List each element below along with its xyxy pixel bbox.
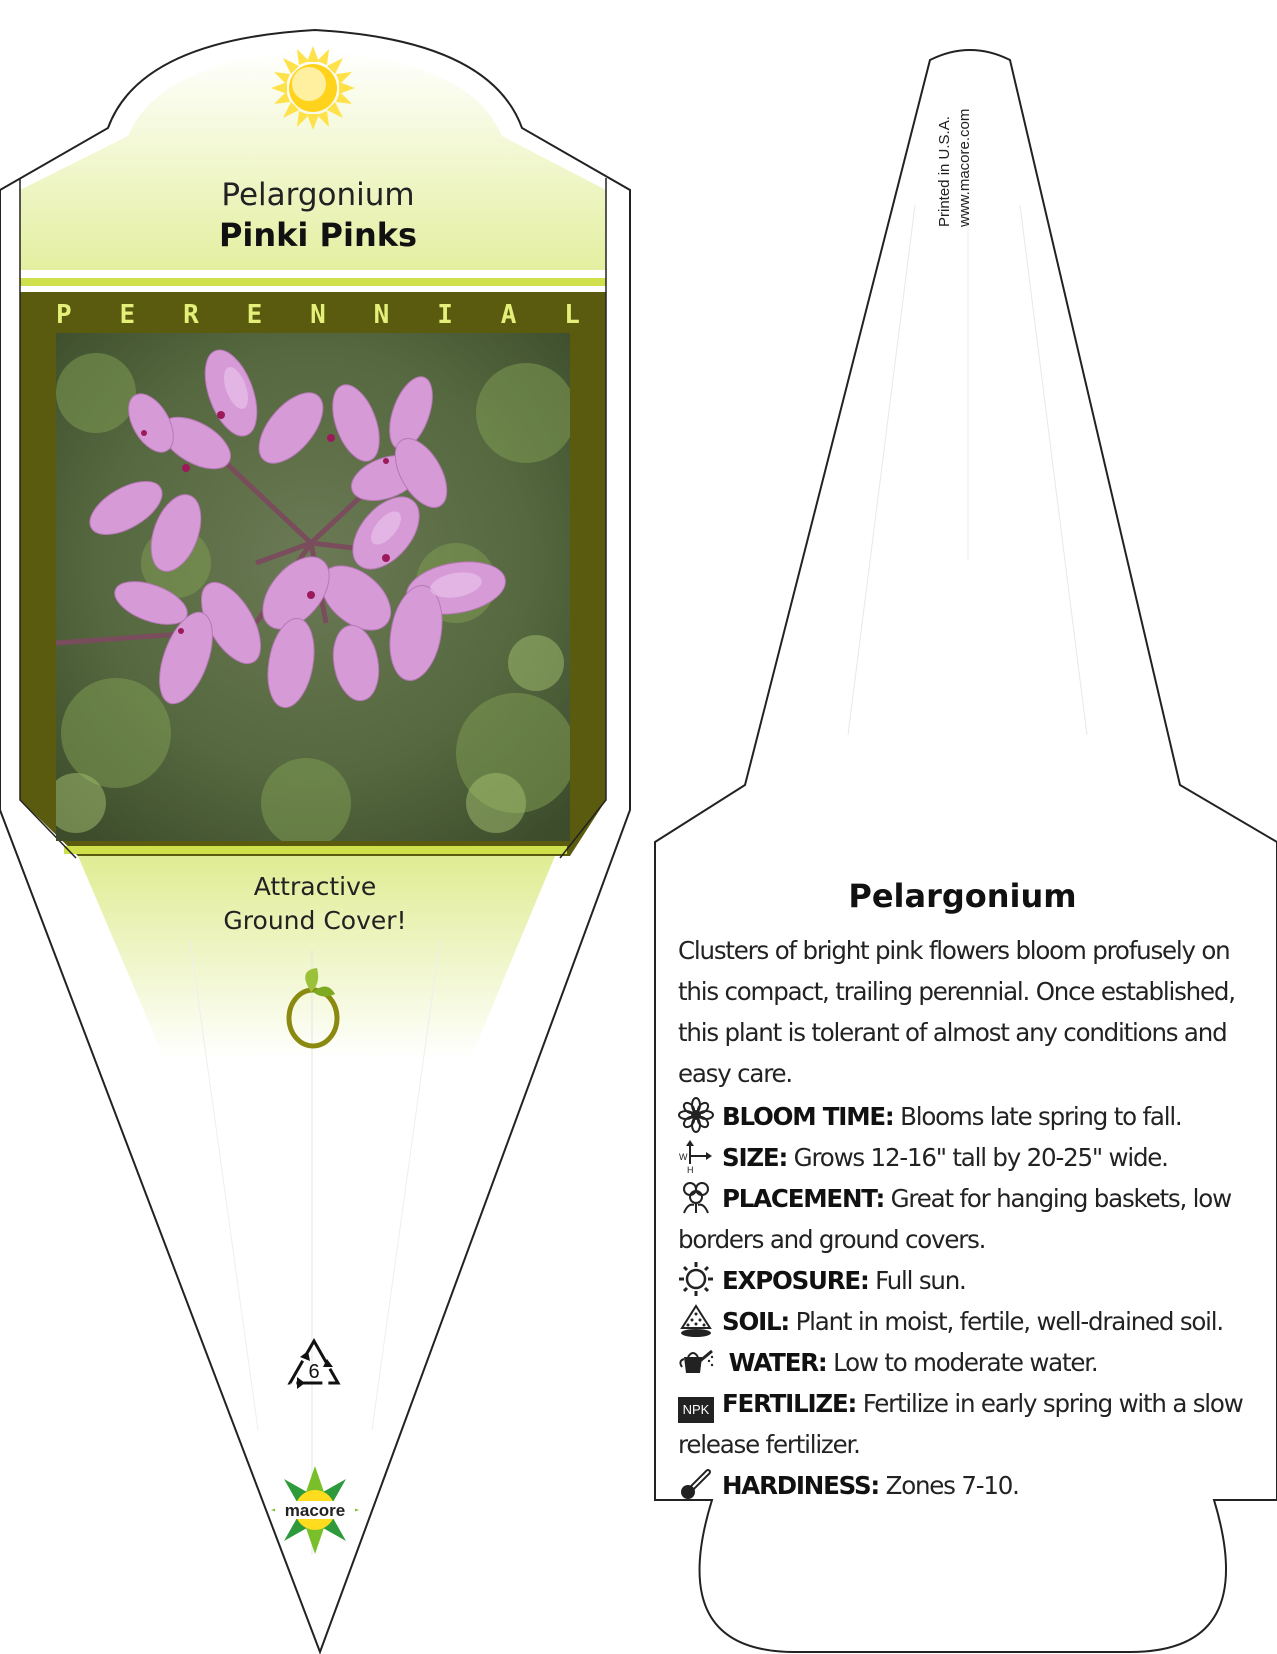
- hardiness-label: HARDINESS:: [722, 1471, 880, 1500]
- category-letter: N: [373, 300, 390, 330]
- placement-row: [678, 1178, 1268, 1260]
- bloom-time-text: Blooms late spring to fall.: [900, 1102, 1182, 1131]
- fertilize-label: FERTILIZE:: [722, 1389, 857, 1418]
- category-letter: I: [437, 300, 453, 330]
- brand-name: macore: [284, 1501, 346, 1520]
- tagline-line2: Ground Cover!: [223, 906, 407, 935]
- hardiness-text: Zones 7-10.: [885, 1471, 1019, 1500]
- flower-icon: [678, 1097, 714, 1133]
- size-h-glyph: H: [687, 1165, 693, 1174]
- plant-cultivar: Pinki Pinks: [218, 216, 418, 254]
- back-title: Pelargonium: [848, 877, 1077, 915]
- category-letter: N: [310, 300, 326, 330]
- bloom-time-row: [678, 1096, 1268, 1137]
- tagline: [150, 870, 480, 938]
- size-row: [678, 1137, 1268, 1178]
- category-letter: P: [56, 300, 72, 330]
- fertilize-row: [678, 1383, 1268, 1465]
- exposure-label: EXPOSURE:: [722, 1266, 869, 1295]
- thermometer-icon: [678, 1466, 714, 1502]
- category-letter: L: [564, 300, 580, 330]
- sun-outline-icon: [678, 1261, 714, 1297]
- recycle-code: 6: [308, 1361, 320, 1383]
- sun-icon: [271, 46, 355, 130]
- size-text: Grows 12-16" tall by 20-25" wide.: [793, 1143, 1168, 1172]
- fertilize-text: Fertilize in early spring with a slow release fertilizer.: [678, 1389, 1243, 1459]
- printer-info: [936, 52, 976, 227]
- hardiness-row: [678, 1465, 1268, 1506]
- care-instructions: [678, 930, 1268, 1506]
- water-text: Low to moderate water.: [833, 1348, 1098, 1377]
- water-row: [678, 1342, 1268, 1383]
- size-icon: [678, 1138, 714, 1174]
- plant-photo: [56, 333, 570, 841]
- exposure-text: Full sun.: [875, 1266, 966, 1295]
- printed-in: Printed in U.S.A.: [936, 116, 953, 227]
- watering-can-icon: [678, 1343, 714, 1379]
- size-label: SIZE:: [722, 1143, 788, 1172]
- soil-label: SOIL:: [722, 1307, 789, 1336]
- category-letter: E: [119, 300, 136, 330]
- soil-text: Plant in moist, fertile, well-drained soil.: [795, 1307, 1223, 1336]
- bloom-time-label: BLOOM TIME:: [722, 1102, 894, 1131]
- printer-url: www.macore.com: [956, 108, 973, 227]
- placement-label: PLACEMENT:: [722, 1184, 885, 1213]
- soil-icon: [678, 1302, 714, 1338]
- category-label: [56, 300, 580, 330]
- water-label: WATER:: [728, 1348, 827, 1377]
- recycle-icon: [283, 1337, 345, 1391]
- tagline-line1: Attractive: [253, 872, 377, 901]
- category-letter: E: [246, 300, 263, 330]
- placement-text: Great for hanging baskets, low borders and ground covers.: [678, 1184, 1231, 1254]
- brand-logo: [268, 1463, 362, 1557]
- exposure-row: [678, 1260, 1268, 1301]
- size-w-glyph: W: [679, 1152, 687, 1162]
- placement-icon: [678, 1179, 714, 1215]
- plant-genus: Pelargonium: [221, 177, 415, 213]
- category-letter: A: [500, 300, 517, 330]
- soil-row: [678, 1301, 1268, 1342]
- category-letter: R: [183, 300, 199, 330]
- npk-icon: NPK: [678, 1397, 714, 1423]
- description: Clusters of bright pink flowers bloom profusely on this compact, trailing perennial. Once established, this plant is tolerant of almost any conditions and easy care.: [678, 936, 1235, 1088]
